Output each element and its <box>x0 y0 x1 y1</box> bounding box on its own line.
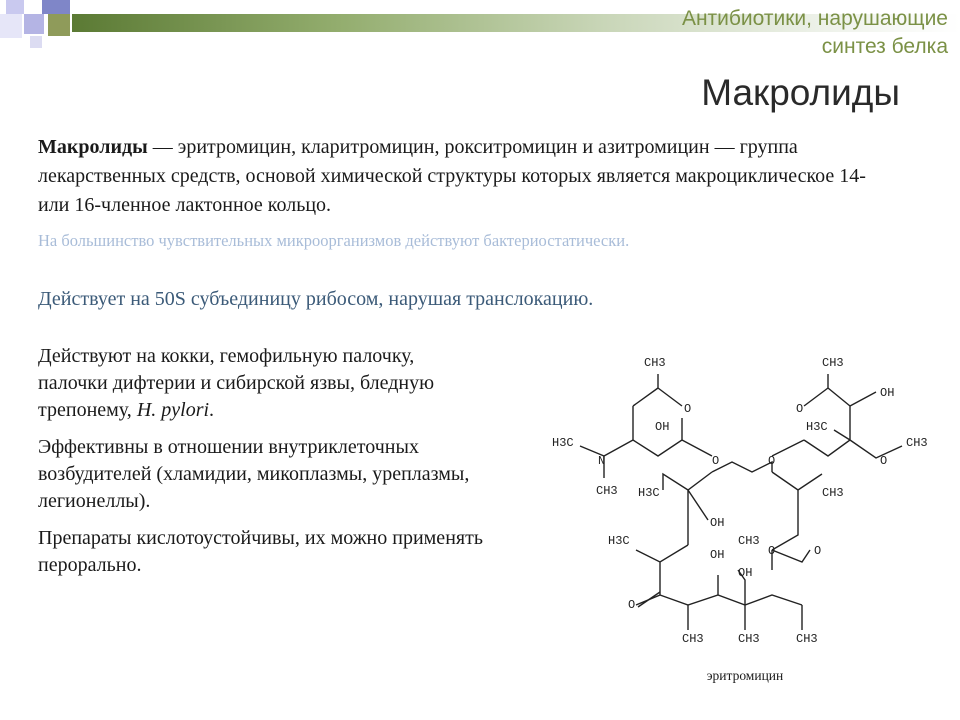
intro-paragraph <box>38 133 898 220</box>
group-label: H3C <box>638 486 660 500</box>
group-label: N <box>598 454 606 468</box>
deco-square <box>48 14 70 36</box>
group-label: OH <box>655 420 670 434</box>
page-title: Макролиды <box>701 72 900 113</box>
deco-square <box>24 14 44 34</box>
bacteriostatic-note: На большинство чувствительных микроорганизмов действуют бактериостатически. <box>38 231 630 250</box>
spectrum-paragraph <box>38 343 488 424</box>
group-label: CH3 <box>906 436 928 450</box>
properties-column <box>38 343 488 589</box>
group-label: CH3 <box>738 632 760 646</box>
deco-square <box>6 0 24 14</box>
group-label: O <box>684 402 692 416</box>
group-label: OH <box>880 386 895 400</box>
spectrum-species: H. pylori <box>136 399 210 421</box>
group-label: CH3 <box>738 534 760 548</box>
group-label: CH3 <box>796 632 818 646</box>
group-label: H3C <box>552 436 574 450</box>
deco-square <box>42 0 70 14</box>
group-label: OH <box>738 566 753 580</box>
intracellular-paragraph: Эффективны в отношении внутриклеточных возбудителей (хламидии, микоплазмы, уреплазмы, легионеллы). <box>38 436 470 512</box>
group-label: H3C <box>806 420 828 434</box>
group-label: H3C <box>608 534 630 548</box>
group-label: O <box>796 402 804 416</box>
intro-term: Макролиды <box>38 136 148 158</box>
spectrum-end: . <box>209 399 215 421</box>
group-label: O <box>768 544 776 558</box>
group-label: CH3 <box>822 356 844 370</box>
deco-square <box>30 36 42 48</box>
group-label: O <box>628 598 636 612</box>
subtitle-line: синтез белка <box>821 35 948 58</box>
group-label: OH <box>710 516 725 530</box>
group-label: O <box>814 544 822 558</box>
group-label: OH <box>710 548 725 562</box>
mechanism-text: Действует на 50S субъединицу рибосом, нарушая транслокацию. <box>38 288 594 310</box>
group-label: CH3 <box>596 484 618 498</box>
spectrum-text: Действуют на кокки, гемофильную палочку, палочки дифтерии и сибирской язвы, бледную трепонему, <box>38 345 435 421</box>
group-label: CH3 <box>682 632 704 646</box>
structure-bonds <box>580 374 902 630</box>
group-label: CH3 <box>644 356 666 370</box>
section-subtitle <box>528 5 948 61</box>
group-label: O <box>712 454 720 468</box>
group-label: O <box>768 454 776 468</box>
group-label: CH3 <box>822 486 844 500</box>
intro-text: — эритромицин, кларитромицин, рокситромицин и азитромицин — группа лекарственных средств, основой химической структуры которых является макроциклическое 14- или 16-членное лактонное кольцо. <box>38 136 866 216</box>
subtitle-line: Антибиотики, нарушающие <box>681 7 948 30</box>
deco-square <box>0 14 22 38</box>
oral-paragraph: Препараты кислотоустойчивы, их можно применять перорально. <box>38 527 483 576</box>
group-label: O <box>880 454 888 468</box>
structure-caption: эритромицин <box>706 668 784 683</box>
erythromycin-structure <box>540 340 940 670</box>
